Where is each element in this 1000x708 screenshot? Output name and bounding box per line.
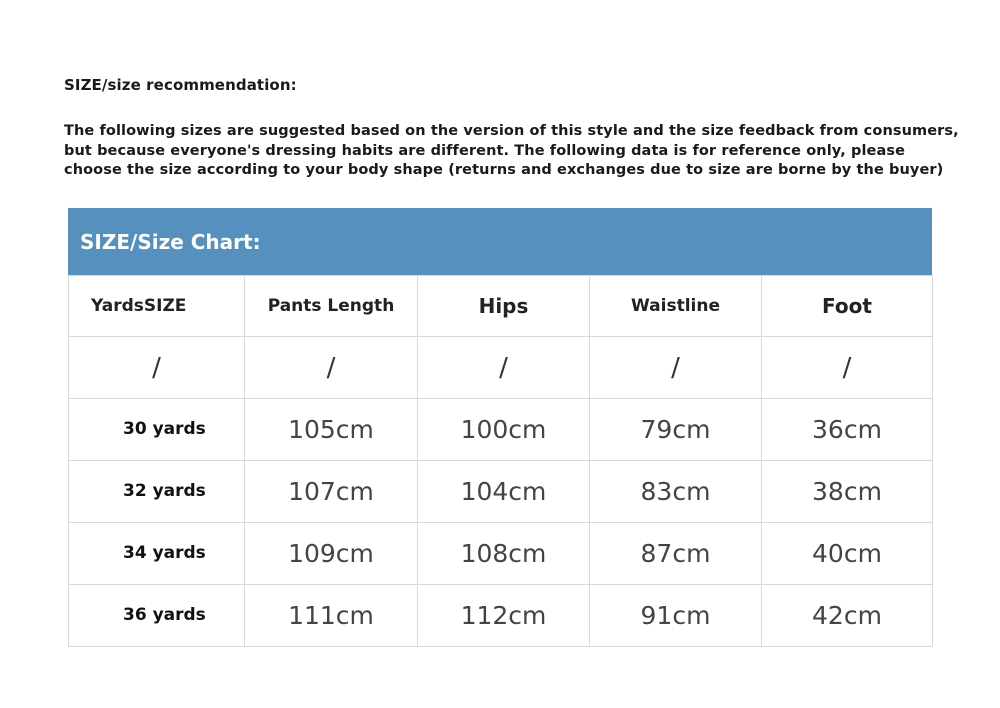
units-cell: / bbox=[590, 337, 762, 399]
hips-cell: 108cm bbox=[418, 523, 590, 585]
size-cell: 30 yards bbox=[69, 399, 245, 461]
size-cell: 34 yards bbox=[69, 523, 245, 585]
foot-cell: 42cm bbox=[762, 585, 933, 647]
units-row bbox=[69, 337, 933, 399]
intro-line: The following sizes are suggested based on the version of this style and the size feedback from consumers, bbox=[64, 123, 959, 139]
hips-cell: 100cm bbox=[418, 399, 590, 461]
size-cell: 32 yards bbox=[69, 461, 245, 523]
column-header-foot: Foot bbox=[762, 276, 933, 337]
column-header-size: YardsSIZE bbox=[69, 276, 245, 337]
pants-length-cell: 105cm bbox=[245, 399, 418, 461]
foot-cell: 40cm bbox=[762, 523, 933, 585]
pants-length-cell: 109cm bbox=[245, 523, 418, 585]
units-cell: / bbox=[418, 337, 590, 399]
column-header-hips: Hips bbox=[418, 276, 590, 337]
size-table bbox=[68, 275, 933, 647]
waistline-cell: 83cm bbox=[590, 461, 762, 523]
waistline-cell: 79cm bbox=[590, 399, 762, 461]
column-header-pants-length: Pants Length bbox=[245, 276, 418, 337]
pants-length-cell: 111cm bbox=[245, 585, 418, 647]
size-chart-banner: SIZE/Size Chart: bbox=[68, 208, 932, 275]
waistline-cell: 91cm bbox=[590, 585, 762, 647]
intro-text bbox=[64, 122, 964, 181]
hips-cell: 104cm bbox=[418, 461, 590, 523]
foot-cell: 38cm bbox=[762, 461, 933, 523]
page-heading: SIZE/size recommendation: bbox=[64, 76, 297, 94]
table-row bbox=[69, 399, 933, 461]
units-cell: / bbox=[69, 337, 245, 399]
table-header-row bbox=[69, 276, 933, 337]
size-chart bbox=[68, 208, 932, 647]
size-cell: 36 yards bbox=[69, 585, 245, 647]
pants-length-cell: 107cm bbox=[245, 461, 418, 523]
units-cell: / bbox=[762, 337, 933, 399]
table-row bbox=[69, 461, 933, 523]
hips-cell: 112cm bbox=[418, 585, 590, 647]
table-row bbox=[69, 523, 933, 585]
table-row bbox=[69, 585, 933, 647]
units-cell: / bbox=[245, 337, 418, 399]
waistline-cell: 87cm bbox=[590, 523, 762, 585]
column-header-waistline: Waistline bbox=[590, 276, 762, 337]
foot-cell: 36cm bbox=[762, 399, 933, 461]
intro-line: choose the size according to your body shape (returns and exchanges due to size are borne by the buyer) bbox=[64, 162, 944, 178]
intro-line: but because everyone's dressing habits are different. The following data is for reference only, please bbox=[64, 142, 906, 159]
